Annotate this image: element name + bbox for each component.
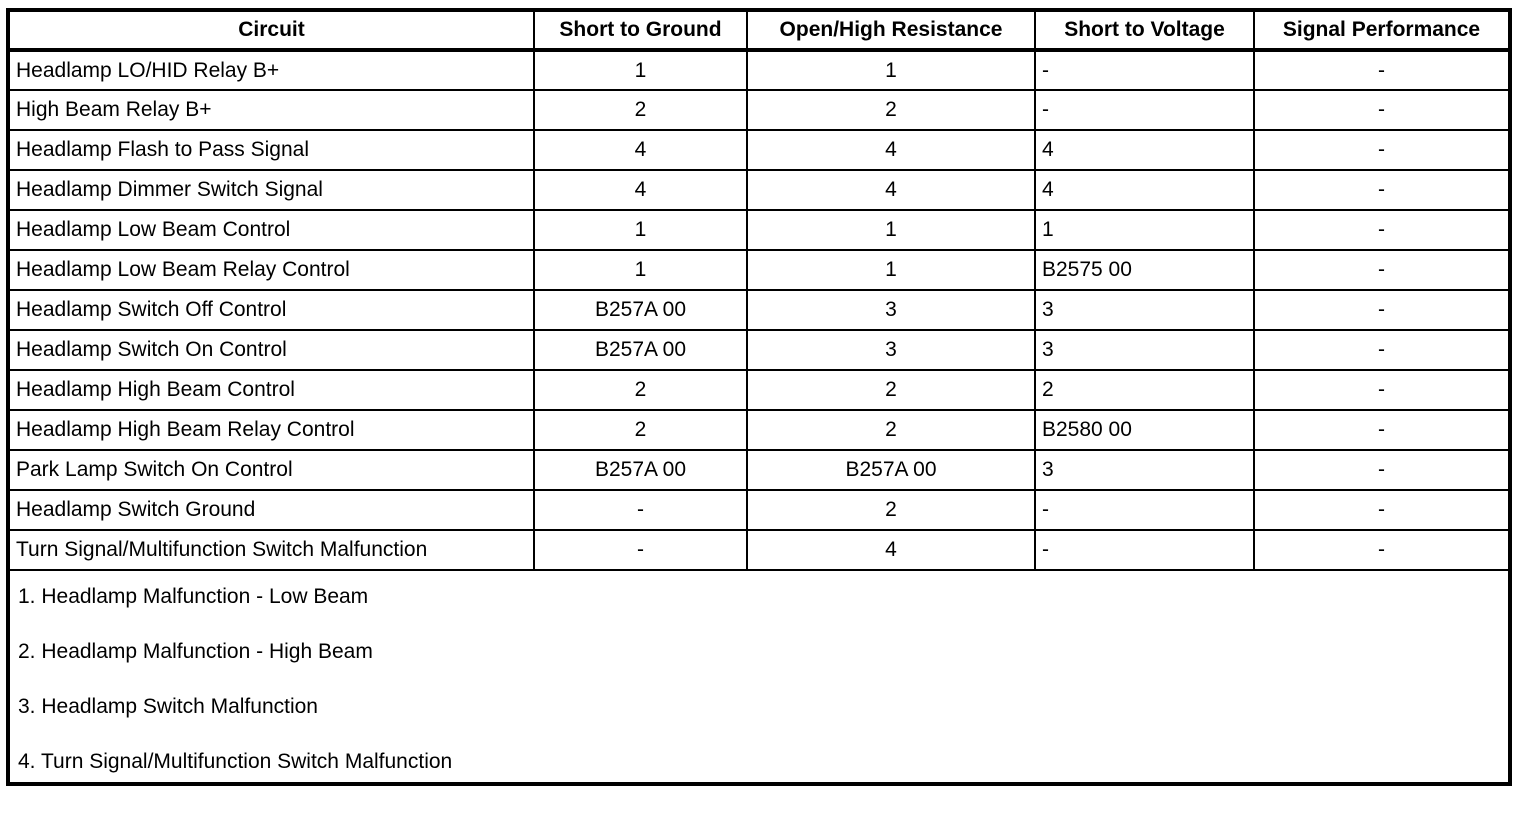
value-cell: - bbox=[1035, 90, 1254, 130]
value-cell: - bbox=[1035, 530, 1254, 570]
value-cell: - bbox=[534, 490, 747, 530]
value-cell: 4 bbox=[747, 130, 1035, 170]
circuit-cell: Headlamp High Beam Relay Control bbox=[8, 410, 534, 450]
value-cell: - bbox=[1254, 290, 1510, 330]
value-cell: 2 bbox=[747, 370, 1035, 410]
value-cell: 3 bbox=[1035, 450, 1254, 490]
footnote-1: 1. Headlamp Malfunction - Low Beam bbox=[18, 585, 369, 608]
value-cell: - bbox=[1254, 450, 1510, 490]
value-cell: 4 bbox=[1035, 170, 1254, 210]
value-cell: B2575 00 bbox=[1035, 250, 1254, 290]
footnotes-cell bbox=[8, 570, 1510, 784]
column-header-signal-performance: Signal Performance bbox=[1254, 10, 1510, 50]
table-row bbox=[8, 410, 1510, 450]
circuit-cell: High Beam Relay B+ bbox=[8, 90, 534, 130]
value-cell: - bbox=[534, 530, 747, 570]
footnote-4: 4. Turn Signal/Multifunction Switch Malfunction bbox=[18, 750, 453, 773]
value-cell: B257A 00 bbox=[747, 450, 1035, 490]
table-row bbox=[8, 290, 1510, 330]
table-row bbox=[8, 210, 1510, 250]
value-cell: - bbox=[1254, 90, 1510, 130]
value-cell: - bbox=[1254, 410, 1510, 450]
value-cell: 4 bbox=[747, 170, 1035, 210]
value-cell: 3 bbox=[1035, 290, 1254, 330]
value-cell: 2 bbox=[534, 370, 747, 410]
table-row bbox=[8, 90, 1510, 130]
column-header-circuit: Circuit bbox=[8, 10, 534, 50]
value-cell: 1 bbox=[747, 50, 1035, 90]
value-cell: 4 bbox=[747, 530, 1035, 570]
value-cell: - bbox=[1254, 490, 1510, 530]
value-cell: 1 bbox=[747, 210, 1035, 250]
value-cell: - bbox=[1254, 210, 1510, 250]
value-cell: 2 bbox=[747, 490, 1035, 530]
circuit-cell: Park Lamp Switch On Control bbox=[8, 450, 534, 490]
table-row bbox=[8, 170, 1510, 210]
footnotes-row bbox=[8, 570, 1510, 784]
circuit-cell: Headlamp Dimmer Switch Signal bbox=[8, 170, 534, 210]
value-cell: 3 bbox=[747, 330, 1035, 370]
value-cell: B257A 00 bbox=[534, 330, 747, 370]
table-row bbox=[8, 530, 1510, 570]
value-cell: 4 bbox=[534, 170, 747, 210]
value-cell: 2 bbox=[747, 410, 1035, 450]
circuit-cell: Headlamp LO/HID Relay B+ bbox=[8, 50, 534, 90]
footnote-3: 3. Headlamp Switch Malfunction bbox=[18, 695, 318, 718]
column-header-short-to-ground: Short to Ground bbox=[534, 10, 747, 50]
value-cell: B257A 00 bbox=[534, 450, 747, 490]
value-cell: - bbox=[1035, 50, 1254, 90]
table-body bbox=[8, 50, 1510, 570]
header-row bbox=[8, 10, 1510, 50]
circuit-cell: Headlamp Switch Ground bbox=[8, 490, 534, 530]
column-header-open-high-resistance: Open/High Resistance bbox=[747, 10, 1035, 50]
value-cell: 1 bbox=[1035, 210, 1254, 250]
value-cell: 2 bbox=[1035, 370, 1254, 410]
circuit-cell: Headlamp Flash to Pass Signal bbox=[8, 130, 534, 170]
value-cell: - bbox=[1254, 370, 1510, 410]
value-cell: - bbox=[1254, 170, 1510, 210]
circuit-cell: Headlamp Low Beam Control bbox=[8, 210, 534, 250]
table-row bbox=[8, 330, 1510, 370]
value-cell: 2 bbox=[534, 410, 747, 450]
value-cell: - bbox=[1254, 330, 1510, 370]
value-cell: - bbox=[1254, 250, 1510, 290]
value-cell: 4 bbox=[534, 130, 747, 170]
table-row bbox=[8, 50, 1510, 90]
footnote-2: 2. Headlamp Malfunction - High Beam bbox=[18, 640, 373, 663]
table-header bbox=[8, 10, 1510, 50]
value-cell: 1 bbox=[534, 210, 747, 250]
value-cell: 2 bbox=[747, 90, 1035, 130]
circuit-cell: Headlamp Low Beam Relay Control bbox=[8, 250, 534, 290]
circuit-cell: Headlamp Switch On Control bbox=[8, 330, 534, 370]
table-footer bbox=[8, 570, 1510, 784]
value-cell: 3 bbox=[1035, 330, 1254, 370]
table-row bbox=[8, 370, 1510, 410]
circuit-cell: Headlamp Switch Off Control bbox=[8, 290, 534, 330]
table-row bbox=[8, 250, 1510, 290]
column-header-short-to-voltage: Short to Voltage bbox=[1035, 10, 1254, 50]
value-cell: B2580 00 bbox=[1035, 410, 1254, 450]
table-row bbox=[8, 130, 1510, 170]
circuit-dtc-table bbox=[6, 8, 1512, 786]
value-cell: B257A 00 bbox=[534, 290, 747, 330]
value-cell: 4 bbox=[1035, 130, 1254, 170]
value-cell: - bbox=[1254, 530, 1510, 570]
value-cell: 1 bbox=[747, 250, 1035, 290]
value-cell: 2 bbox=[534, 90, 747, 130]
value-cell: - bbox=[1254, 130, 1510, 170]
table-row bbox=[8, 490, 1510, 530]
circuit-cell: Turn Signal/Multifunction Switch Malfunction bbox=[8, 530, 534, 570]
value-cell: - bbox=[1035, 490, 1254, 530]
document-sheet bbox=[6, 8, 1512, 786]
value-cell: 1 bbox=[534, 50, 747, 90]
circuit-cell: Headlamp High Beam Control bbox=[8, 370, 534, 410]
value-cell: - bbox=[1254, 50, 1510, 90]
value-cell: 1 bbox=[534, 250, 747, 290]
table-row bbox=[8, 450, 1510, 490]
value-cell: 3 bbox=[747, 290, 1035, 330]
